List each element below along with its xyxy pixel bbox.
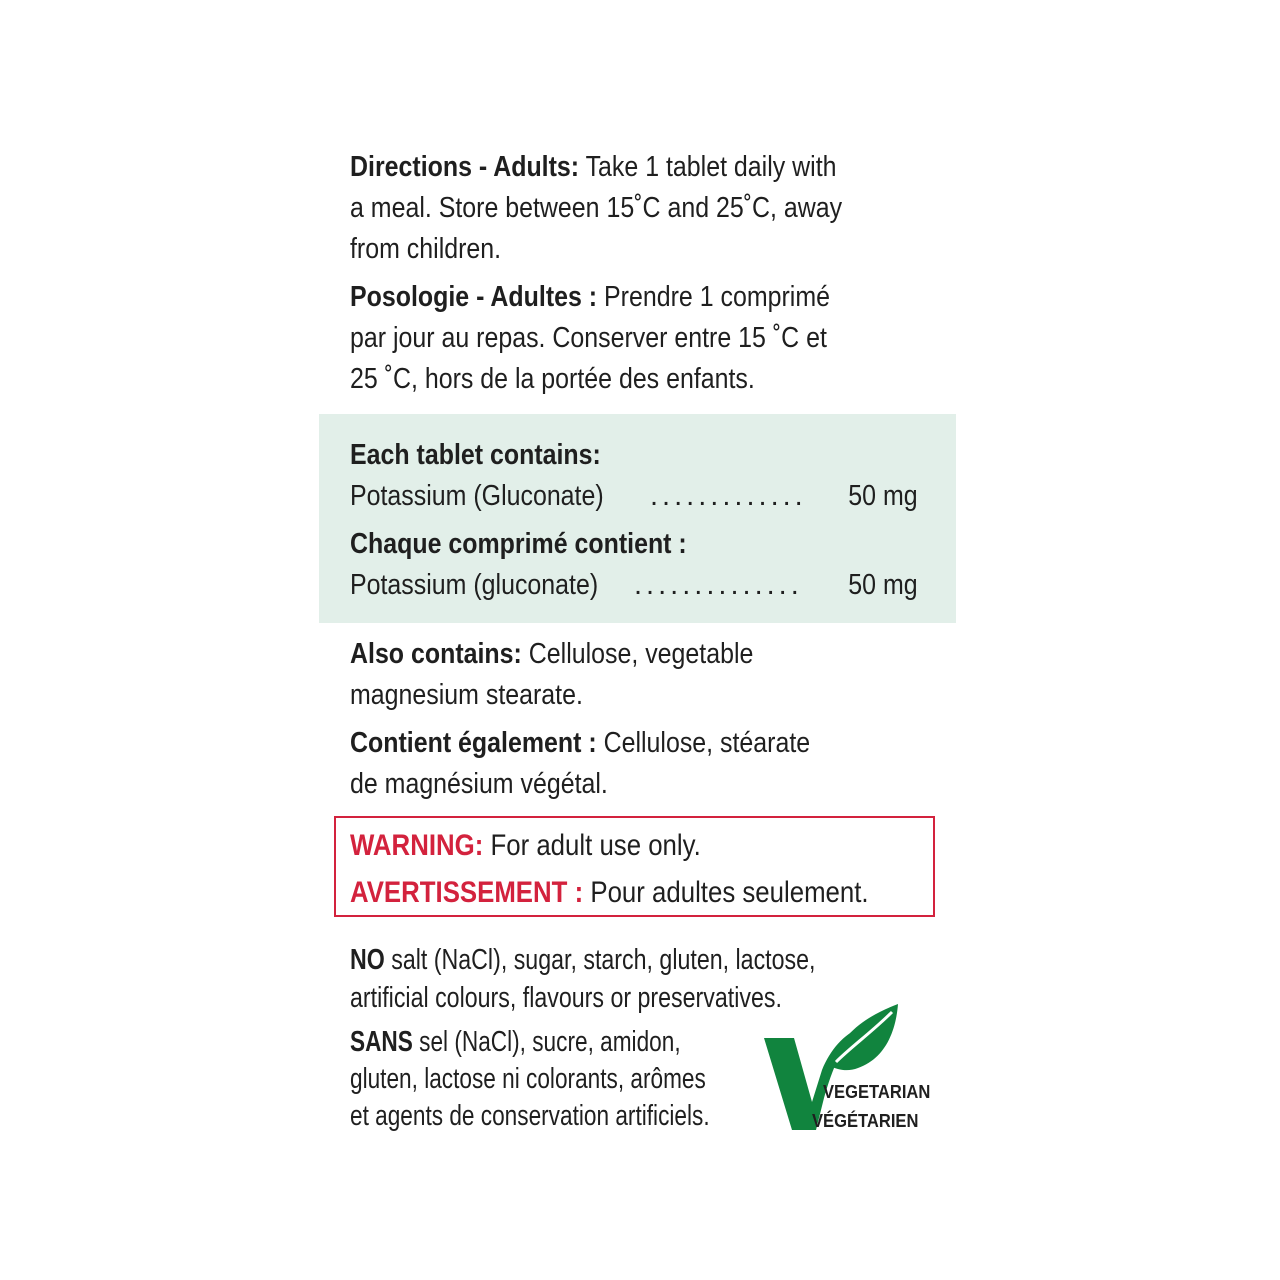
also-contains-fr-heading: Contient également : <box>350 727 597 759</box>
warning-en-text: For adult use only. <box>490 829 701 862</box>
free-from-fr-line3: et agents de conservation artificiels. <box>350 1100 710 1132</box>
ingredient-row-fr <box>350 567 918 603</box>
warning-fr-text: Pour adultes seulement. <box>590 876 869 909</box>
also-contains-fr <box>350 723 845 805</box>
directions-fr-heading: Posologie - Adultes : <box>350 281 598 313</box>
ingredients-fr-title: Chaque comprimé contient : <box>350 528 687 560</box>
ingredient-fr-amount: 50 mg <box>848 569 918 601</box>
directions-en-heading: Directions - Adults: <box>350 151 580 183</box>
directions-en-body: Take 1 tablet daily with a meal. Store between 15˚C and 25˚C, away from children. <box>350 151 843 265</box>
warning-fr-label: AVERTISSEMENT : <box>350 876 584 909</box>
directions-en <box>350 147 845 270</box>
free-from-en-line2: artificial colours, flavours or preservatives. <box>350 982 782 1014</box>
ingredients-en-title: Each tablet contains: <box>350 439 601 471</box>
ingredient-fr-name: Potassium (gluconate) <box>350 569 599 601</box>
warning-en-label: WARNING: <box>350 829 484 862</box>
leader-dots: ............. <box>650 480 807 512</box>
free-from-fr-lead: SANS <box>350 1026 413 1058</box>
ingredient-row-en <box>350 478 918 514</box>
free-from-en-line1 <box>350 941 815 979</box>
leader-dots: .............. <box>634 569 803 601</box>
also-contains-fr-body: Cellulose, stéarate de magnésium végétal. <box>350 727 811 800</box>
free-from-fr-line1 <box>350 1024 681 1061</box>
vegetarian-badge <box>760 1000 940 1140</box>
vegetarian-fr: VÉGÉTARIEN <box>812 1111 919 1131</box>
warning-fr <box>350 873 869 913</box>
warning-en <box>350 826 701 866</box>
free-from-fr-line2: gluten, lactose ni colorants, arômes <box>350 1063 706 1095</box>
also-contains-en <box>350 634 845 716</box>
vegetarian-en: VEGETARIAN <box>823 1082 931 1102</box>
directions-fr-body: Prendre 1 comprimé par jour au repas. Conserver entre 15 ˚C et 25 ˚C, hors de la portée des enfants. <box>350 281 830 395</box>
ingredient-en-name: Potassium (Gluconate) <box>350 480 604 512</box>
ingredient-en-amount: 50 mg <box>848 480 918 512</box>
also-contains-en-heading: Also contains: <box>350 638 522 670</box>
free-from-fr-text1: sel (NaCl), sucre, amidon, <box>419 1026 681 1058</box>
free-from-en-lead: NO <box>350 944 385 976</box>
directions-fr <box>350 277 845 400</box>
free-from-en-text1: salt (NaCl), sugar, starch, gluten, lactose, <box>391 944 816 976</box>
also-contains-en-body: Cellulose, vegetable magnesium stearate. <box>350 638 754 711</box>
